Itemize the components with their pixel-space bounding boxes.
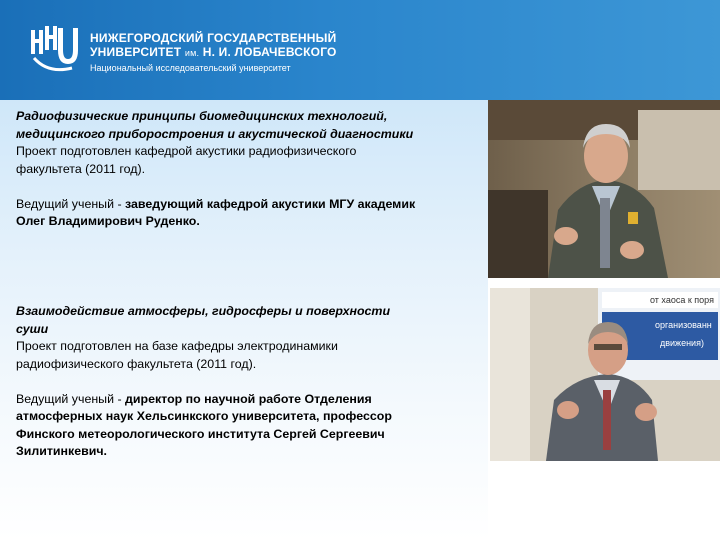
project-2-lead-name: директор по научной работе Отделения атмосферных наук Хельсинкского университета, профессор Финского метеорологического института Сергей Сергеевич Зилитинкевич.: [16, 391, 392, 458]
nnsu-logo-icon: [30, 24, 80, 76]
university-word: УНИВЕРСИТЕТ: [90, 45, 182, 59]
namesake: Н. И. ЛОБАЧЕВСКОГО: [202, 45, 337, 59]
university-name-line2: [90, 45, 337, 60]
project-1-lead-prefix: Ведущий ученый -: [16, 196, 126, 211]
project-2-lead-prefix: Ведущий ученый -: [16, 391, 126, 406]
project-2-title: Взаимодействие атмосферы, гидросферы и поверхности суши: [16, 304, 391, 336]
university-name: [90, 31, 337, 74]
screen-text-line3: движения): [660, 338, 704, 348]
photo-zilitinkevich: [490, 288, 720, 461]
screen-text-line1: от хаоса к поря: [650, 295, 714, 305]
project-1: [16, 108, 416, 231]
screen-text-line2: организованн: [655, 320, 712, 330]
header-banner: [0, 0, 720, 100]
university-status: Национальный исследовательский университет: [90, 63, 291, 73]
project-2-lead: [16, 391, 416, 461]
project-2: [16, 303, 416, 461]
project-1-description: Проект подготовлен кафедрой акустики радиофизического факультета (2011 год).: [16, 144, 357, 176]
project-2-description: Проект подготовлен на базе кафедры электродинамики радиофизического факультета (2011 год).: [16, 339, 338, 371]
project-1-lead: [16, 196, 416, 231]
project-1-lead-name: заведующий кафедрой акустики МГУ академик Олег Владимирович Руденко.: [16, 196, 416, 228]
named-after: им.: [184, 48, 200, 58]
photo-rudenko: [488, 100, 720, 278]
university-name-line1: НИЖЕГОРОДСКИЙ ГОСУДАРСТВЕННЫЙ: [90, 31, 337, 45]
project-1-title: Радиофизические принципы биомедицинских технологий, медицинского приборостроения и акустической диагностики: [16, 109, 414, 141]
